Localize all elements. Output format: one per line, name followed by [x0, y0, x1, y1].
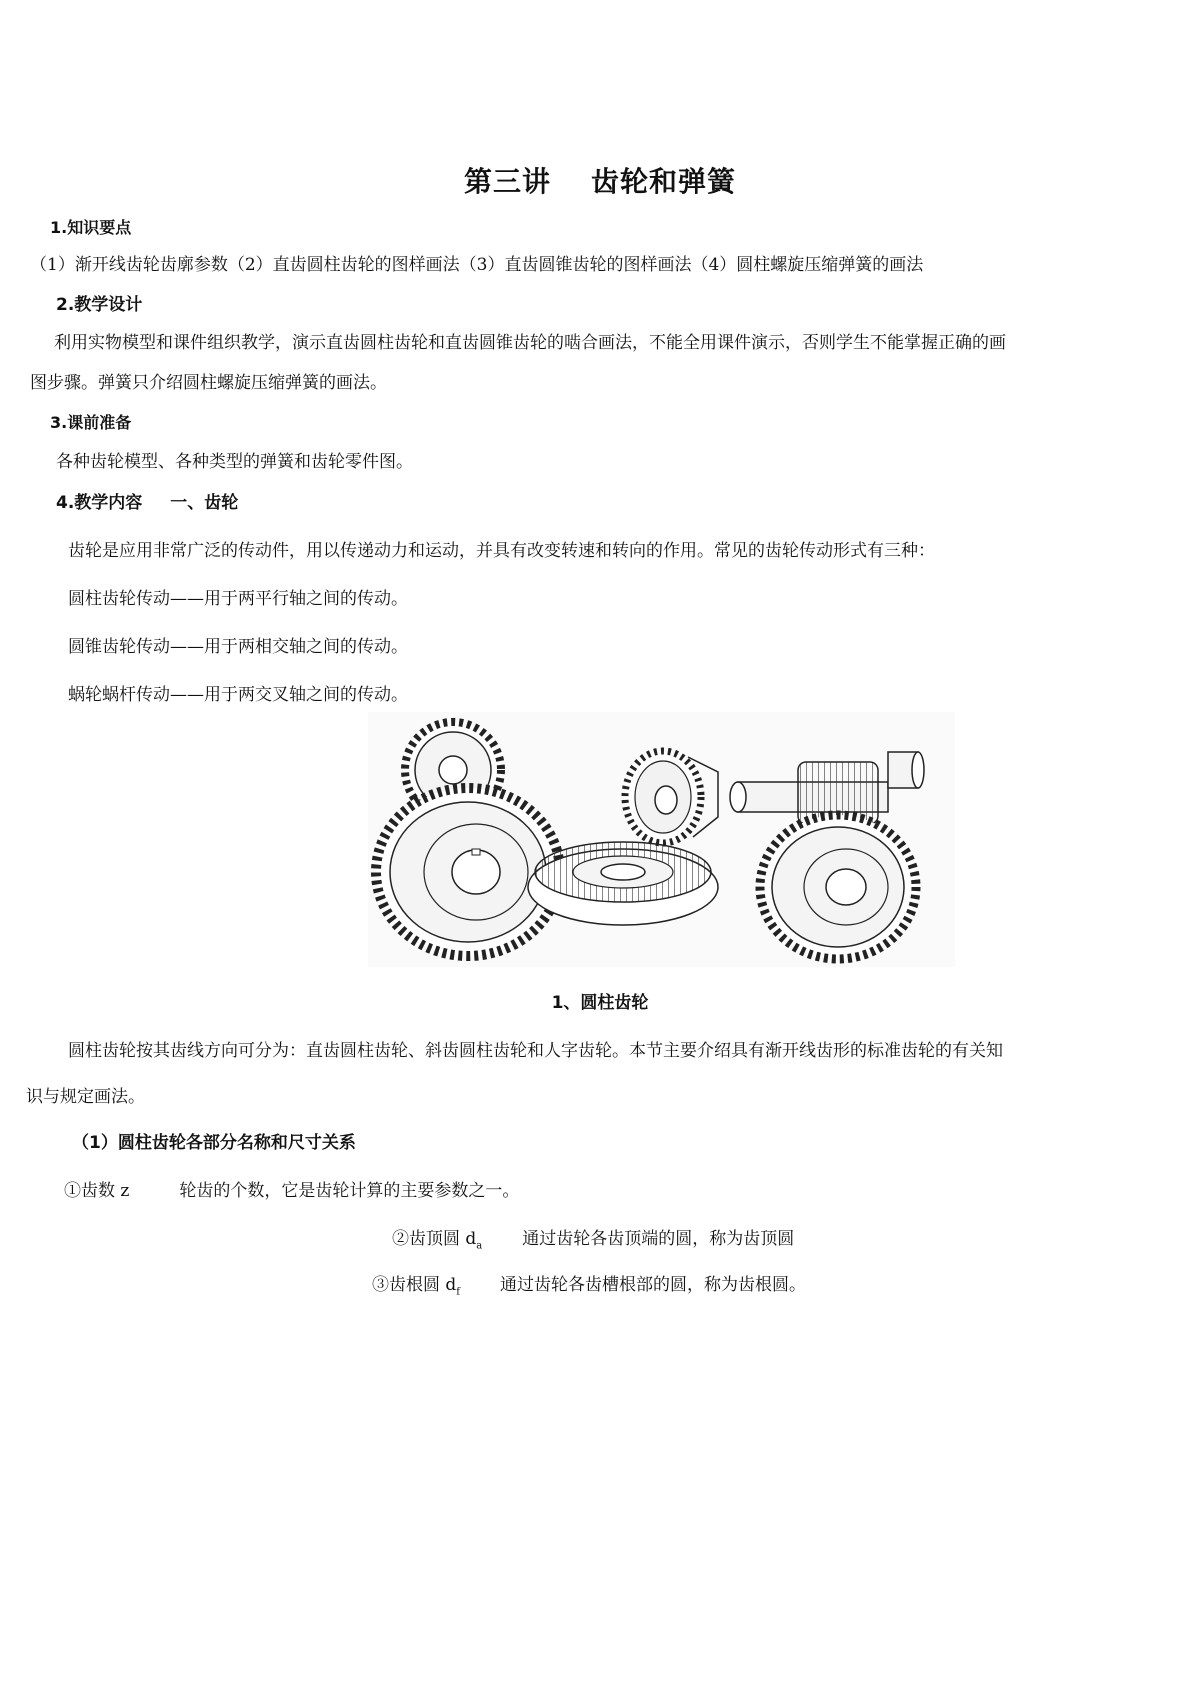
term-tip-circle — [392, 1224, 794, 1251]
term-description: 通过齿轮各齿顶端的圆，称为齿顶圆 — [522, 1229, 795, 1249]
term-subscript: f — [456, 1286, 460, 1298]
term-label: ①齿数 z — [64, 1181, 130, 1201]
section-2-line-1: 利用实物模型和课件组织教学，演示直齿圆柱齿轮和直齿圆锥齿轮的啮合画法，不能全用课件演示，否则学生不能掌握正确的画 — [54, 333, 1006, 353]
section-1-heading: 1.知识要点 — [50, 218, 132, 237]
cylindrical-intro-line-1: 圆柱齿轮按其齿线方向可分为：直齿圆柱齿轮、斜齿圆柱齿轮和人字齿轮。本节主要介绍具有渐开线齿形的标准齿轮的有关知 — [68, 1041, 1003, 1061]
bevel-gear-lower-icon — [528, 842, 718, 925]
term-root-circle — [372, 1270, 806, 1297]
page-title — [0, 160, 1200, 200]
section-4-subtitle: 一、齿轮 — [170, 493, 239, 513]
title-topic: 齿轮和弹簧 — [591, 165, 737, 198]
worm-shaft-icon — [730, 752, 924, 824]
term-description: 轮齿的个数，它是齿轮计算的主要参数之一。 — [179, 1181, 520, 1201]
section-2-heading: 2.教学设计 — [56, 295, 143, 315]
gear-intro: 齿轮是应用非常广泛的传动件，用以传递动力和运动，并具有改变转速和转向的作用。常见的齿轮传动形式有三种： — [68, 541, 935, 561]
subsection-heading: （1）圆柱齿轮各部分名称和尺寸关系 — [72, 1133, 356, 1153]
cylindrical-intro-line-2: 识与规定画法。 — [26, 1087, 145, 1107]
bevel-gear-upper-icon — [625, 751, 718, 843]
section-4-title: 4.教学内容 — [56, 493, 143, 513]
worm-wheel-icon — [760, 815, 916, 959]
term-subscript: a — [476, 1240, 483, 1252]
gear-type-worm: 蜗轮蜗杆传动——用于两交叉轴之间的传动。 — [68, 685, 408, 705]
term-description: 通过齿轮各齿槽根部的圆，称为齿根圆。 — [500, 1275, 806, 1295]
gear-type-bevel: 圆锥齿轮传动——用于两相交轴之间的传动。 — [68, 637, 408, 657]
section-1-text: （1）渐开线齿轮齿廓参数（2）直齿圆柱齿轮的图样画法（3）直齿圆锥齿轮的图样画法（4）圆柱螺旋压缩弹簧的画法 — [30, 255, 924, 275]
gear-types-illustration — [368, 712, 955, 967]
term-label: ②齿顶圆 d — [392, 1229, 477, 1249]
spur-gear-large-icon — [376, 788, 560, 956]
term-teeth-count — [64, 1176, 519, 1201]
title-lecture: 第三讲 — [463, 165, 551, 198]
section-2-line-2: 图步骤。弹簧只介绍圆柱螺旋压缩弹簧的画法。 — [30, 373, 387, 393]
section-3-text: 各种齿轮模型、各种类型的弹簧和齿轮零件图。 — [56, 452, 413, 472]
section-3-heading: 3.课前准备 — [50, 413, 132, 432]
section-4-heading — [56, 488, 238, 513]
term-label: ③齿根圆 d — [372, 1275, 457, 1295]
figure-caption: 1、圆柱齿轮 — [551, 993, 649, 1013]
gear-type-cylindrical: 圆柱齿轮传动——用于两平行轴之间的传动。 — [68, 589, 408, 609]
